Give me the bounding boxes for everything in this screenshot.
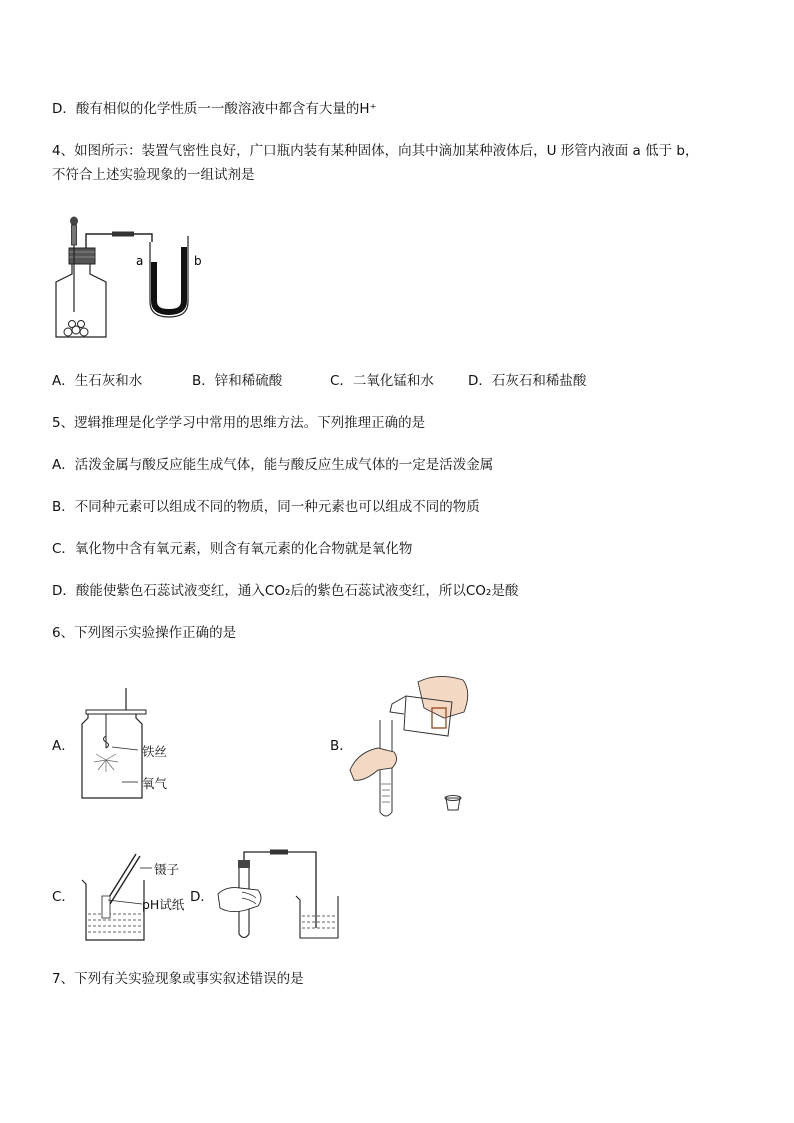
label-b: b xyxy=(194,254,202,268)
q4-option-b[interactable]: B．锌和稀硫酸 xyxy=(192,373,283,389)
q4-option-c[interactable]: C．二氧化锰和水 xyxy=(330,373,434,389)
q6-d-airtightness-check-figure xyxy=(212,848,352,943)
q4-stem-line1: 4、如图所示：装置气密性良好，广口瓶内装有某种固体，向其中滴加某种液体后，U 形管内液面 a 低于 b， xyxy=(52,143,699,159)
beaker xyxy=(296,896,338,938)
dropper-bulb xyxy=(70,217,78,226)
q3-option-d: D．酸有相似的化学性质一一酸溶液中都含有大量的H⁺ xyxy=(52,101,377,117)
delivery-tube xyxy=(244,852,270,860)
q5-stem: 5、逻辑推理是化学学习中常用的思维方法。下列推理正确的是 xyxy=(52,415,426,431)
label-oxygen: 氧气 xyxy=(142,776,168,791)
ph-paper xyxy=(102,896,110,918)
q4-apparatus-figure xyxy=(50,212,230,342)
q7-stem: 7、下列有关实验现象或事实叙述错误的是 xyxy=(52,971,304,987)
bottle xyxy=(56,260,106,337)
beaker xyxy=(82,880,144,940)
q6-option-d-letter[interactable]: D． xyxy=(190,889,214,905)
hand xyxy=(218,888,261,912)
label-iron-wire: 铁丝 xyxy=(142,744,168,759)
label-tweezers: 镊子 xyxy=(154,862,180,877)
q4-option-d[interactable]: D．石灰石和稀盐酸 xyxy=(468,373,587,389)
label-a: a xyxy=(136,254,144,268)
q5-option-b[interactable]: B．不同种元素可以组成不同的物质，同一种元素也可以组成不同的物质 xyxy=(52,499,480,515)
q6-a-iron-in-oxygen-figure xyxy=(78,688,148,800)
q4-stem-line2: 不符合上述实验现象的一组试剂是 xyxy=(52,167,255,183)
q5-option-c[interactable]: C．氧化物中含有氧元素，则含有氧元素的化合物就是氧化物 xyxy=(52,541,413,557)
u-tube-liquid xyxy=(154,247,184,312)
q5-option-d[interactable]: D．酸能使紫色石蕊试液变红，通入CO₂后的紫色石蕊试液变红，所以CO₂是酸 xyxy=(52,583,519,599)
q6-option-b-letter[interactable]: B． xyxy=(330,738,353,754)
q6-b-pouring-liquid-figure xyxy=(348,672,478,822)
q6-stem: 6、下列图示实验操作正确的是 xyxy=(52,625,237,641)
q6-option-c-letter[interactable]: C． xyxy=(52,889,75,905)
tweezers xyxy=(106,854,140,904)
rubber-stopper xyxy=(69,248,95,264)
upper-hand xyxy=(418,676,468,718)
q4-option-a[interactable]: A．生石灰和水 xyxy=(52,373,143,389)
lower-hand xyxy=(350,748,397,780)
q5-option-a[interactable]: A．活泼金属与酸反应能生成气体，能与酸反应生成气体的一定是活泼金属 xyxy=(52,457,494,473)
rubber-connector xyxy=(112,232,134,237)
glass-cover xyxy=(86,710,146,714)
label-ph-paper: pH试纸 xyxy=(142,897,185,912)
connecting-tube xyxy=(86,234,112,248)
q6-option-a-letter[interactable]: A． xyxy=(52,738,75,754)
